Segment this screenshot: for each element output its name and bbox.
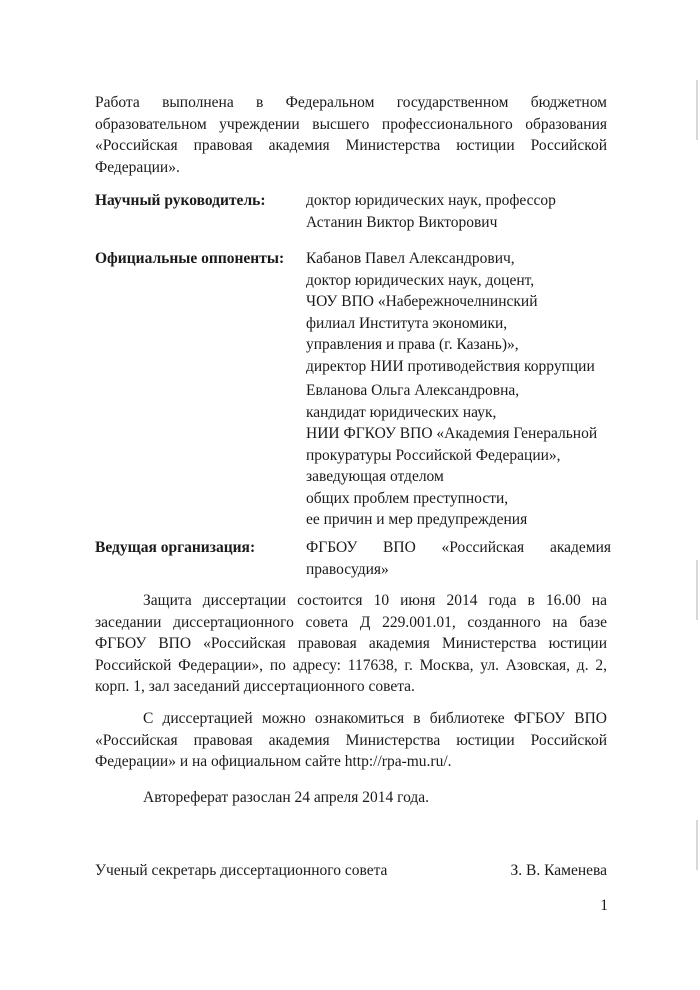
- signature-name: З. В. Каменева: [510, 862, 607, 879]
- opponent-line: кандидат юридических наук,: [306, 403, 497, 421]
- leading-org-value: ФГБОУ ВПО «Российская академия правосудия»: [306, 539, 611, 578]
- opponent-line: НИИ ФГКОУ ВПО «Академия Генеральной: [306, 425, 598, 442]
- opponents-label: Официальные оппоненты:: [95, 250, 285, 267]
- opponent-line: заведующая отделом: [306, 468, 444, 485]
- opponent-line: общих проблем преступности,: [306, 489, 509, 507]
- library-paragraph: С диссертацией можно ознакомиться в библиотеке ФГБОУ ВПО «Российская правовая академия Министерства юстиции Российской Федерации» и на официальном сайте http://rpa-mu.ru/.: [95, 710, 607, 770]
- scan-edge-mark: [696, 820, 698, 870]
- intro-paragraph: Работа выполнена в Федеральном государственном бюджетном образовательном учреждении высшего профессионального образования «Российская правовая академия Министерства юстиции Российской Федерации».: [95, 94, 607, 176]
- signature-block: [95, 860, 607, 882]
- opponent-line: филиал Института экономики,: [306, 314, 508, 332]
- scan-edge-mark: [696, 560, 698, 620]
- opponent-line: ее причин и мер предупреждения: [306, 511, 528, 528]
- defense-paragraph: Защита диссертации состоится 10 июня 2014 года в 16.00 на заседании диссертационного совета Д 229.001.01, созданного на базе ФГБОУ ВПО «Российская правовая академия Министерства юстиции Российской Федерации», по адресу: 117638, г. Москва, ул. Азовская, д. 2, корп. 1, зал заседаний диссертационного совета.: [95, 592, 607, 695]
- opponent-line: доктор юридических наук, доцент,: [306, 271, 535, 289]
- opponent-first: [306, 248, 611, 377]
- leading-org-label: Ведущая организация:: [95, 539, 256, 556]
- opponent-second: [306, 380, 611, 531]
- scan-edge-mark: [696, 80, 698, 140]
- supervisor-label: Научный руководитель:: [95, 192, 266, 209]
- opponent-line: Кабанов Павел Александрович,: [306, 250, 515, 267]
- opponent-line: прокуратуры Российской Федерации»,: [306, 446, 561, 464]
- sent-date: Автореферат разослан 24 апреля 2014 года.: [143, 789, 430, 806]
- opponent-line: ЧОУ ВПО «Набережночелнинский: [306, 293, 538, 310]
- opponent-line: директор НИИ противодействия коррупции: [306, 357, 595, 375]
- opponent-line: Евланова Ольга Александровна,: [306, 382, 520, 399]
- supervisor-line: Астанин Виктор Викторович: [306, 213, 498, 231]
- supervisor-line: доктор юридических наук, профессор: [306, 192, 556, 209]
- page-number: 1: [600, 897, 608, 914]
- opponent-line: управления и права (г. Казань)»,: [306, 336, 519, 353]
- supervisor-value: [306, 190, 611, 233]
- signature-title: Ученый секретарь диссертационного совета: [95, 862, 388, 879]
